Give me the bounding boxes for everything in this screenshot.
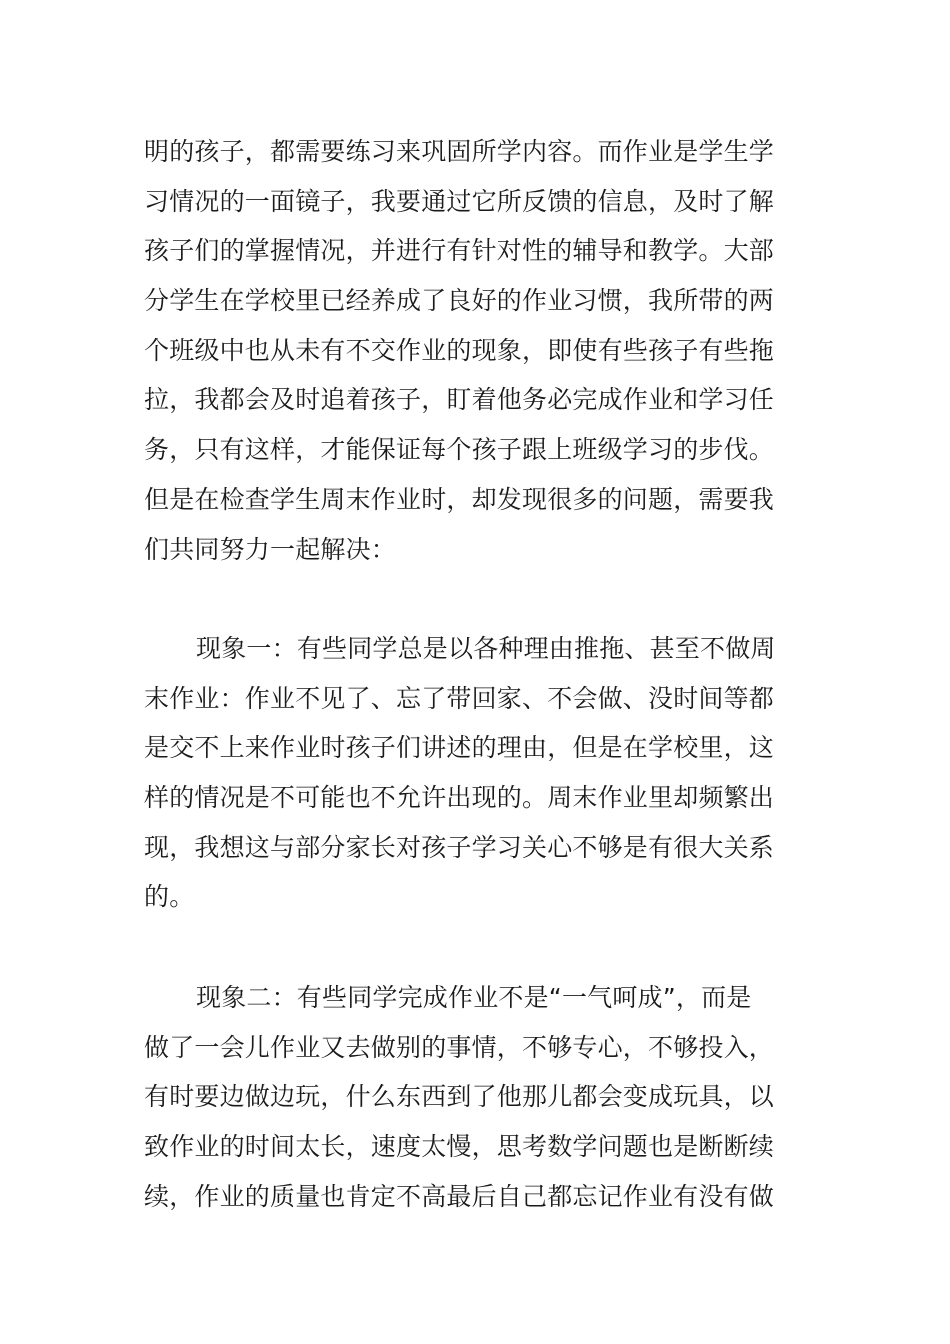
text-line: 务，只有这样，才能保证每个孩子跟上班级学习的步伐。 — [144, 435, 775, 465]
text-line: 拉，我都会及时追着孩子，盯着他务必完成作业和学习任 — [144, 385, 775, 415]
text-line: 孩子们的掌握情况，并进行有针对性的辅导和教学。大部 — [144, 236, 775, 266]
text-line: 续，作业的质量也肯定不高最后自己都忘记作业有没有做 — [144, 1181, 775, 1211]
text-line: 做了一会儿作业又去做别的事情，不够专心，不够投入， — [144, 1032, 775, 1062]
text-line: 习情况的一面镜子，我要通过它所反馈的信息，及时了解 — [144, 186, 775, 216]
text-line: 的。 — [144, 882, 195, 912]
text-line: 现象二：有些同学完成作业不是“一气呵成”，而是 — [196, 983, 752, 1012]
paragraph-phenomenon-one — [144, 624, 810, 922]
text-line: 是交不上来作业时孩子们讲述的理由，但是在学校里，这 — [144, 733, 775, 763]
text-line: 末作业：作业不见了、忘了带回家、不会做、没时间等都 — [144, 683, 775, 713]
text-line: 现，我想这与部分家长对孩子学习关心不够是有很大关系 — [144, 832, 775, 862]
text-line: 现象一：有些同学总是以各种理由推拖、甚至不做周 — [196, 634, 776, 663]
text-line: 致作业的时间太长，速度太慢，思考数学问题也是断断续 — [144, 1132, 775, 1162]
paragraph-phenomenon-two — [144, 973, 810, 1221]
text-line: 个班级中也从未有不交作业的现象，即使有些孩子有些拖 — [144, 335, 775, 365]
paragraph-continuation — [144, 127, 810, 574]
text-line: 分学生在学校里已经养成了良好的作业习惯，我所带的两 — [144, 286, 775, 316]
text-line: 们共同努力一起解决： — [144, 534, 397, 564]
text-line: 但是在检查学生周末作业时，却发现很多的问题，需要我 — [144, 484, 775, 514]
text-line: 样的情况是不可能也不允许出现的。周末作业里却频繁出 — [144, 783, 775, 813]
text-line: 明的孩子，都需要练习来巩固所学内容。而作业是学生学 — [144, 137, 775, 166]
text-line: 有时要边做边玩，什么东西到了他那儿都会变成玩具，以 — [144, 1082, 775, 1112]
